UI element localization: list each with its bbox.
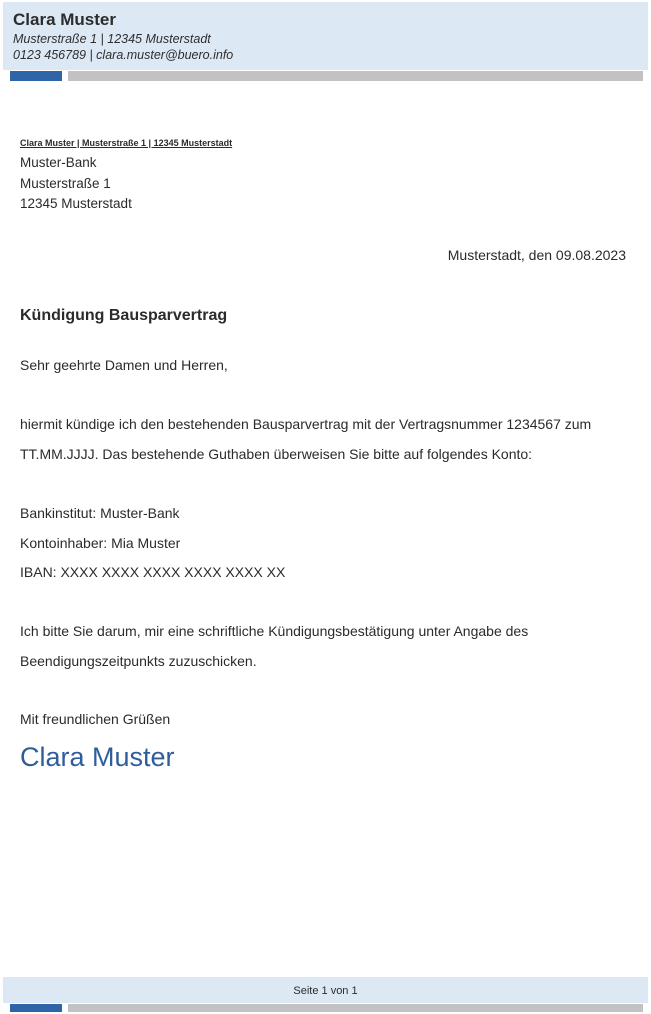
body-paragraph-1: hiermit kündige ich den bestehenden Bausparvertrag mit der Vertragsnummer 1234567 zum TT.MM.JJJJ. Das bestehende Guthaben überweisen Sie bitte auf folgendes Konto:	[20, 416, 592, 462]
recipient-street: Musterstraße 1	[20, 175, 111, 191]
header-accent-bar	[10, 71, 62, 81]
recipient-city: 12345 Musterstadt	[20, 196, 132, 211]
page-number: Seite 1 von 1	[293, 985, 358, 997]
bank-institute: Bankinstitut: Muster-Bank	[20, 505, 180, 521]
footer	[3, 977, 648, 1003]
body-paragraph-2: Ich bitte Sie darum, mir eine schriftliche Kündigungsbestätigung unter Angabe des Beendigungszeitpunkts zuzuschicken.	[20, 623, 529, 669]
letter-subject: Kündigung Bausparvertrag	[20, 307, 228, 324]
sender-name: Clara Muster	[13, 10, 116, 29]
iban: IBAN: XXXX XXXX XXXX XXXX XXXX XX	[20, 564, 286, 580]
return-address-line: Clara Muster | Musterstraße 1 | 12345 Musterstadt	[20, 138, 233, 148]
footer-accent-bar	[10, 1004, 62, 1012]
footer-divider-bar	[68, 1004, 643, 1012]
recipient-address	[20, 153, 132, 215]
recipient-name: Muster-Bank	[20, 155, 97, 170]
letter-date: Musterstadt, den 09.08.2023	[447, 247, 626, 263]
closing: Mit freundlichen Grüßen	[20, 711, 171, 727]
bank-details	[20, 499, 620, 588]
sender-address: Musterstraße 1 | 12345 Musterstadt	[13, 32, 211, 46]
signature: Clara Muster	[20, 742, 175, 772]
header-divider-bar	[68, 71, 643, 81]
sender-contact: 0123 456789 | clara.muster@buero.info	[13, 48, 234, 62]
letterhead	[3, 2, 648, 70]
account-holder: Kontoinhaber: Mia Muster	[20, 534, 181, 551]
salutation: Sehr geehrte Damen und Herren,	[20, 357, 228, 373]
